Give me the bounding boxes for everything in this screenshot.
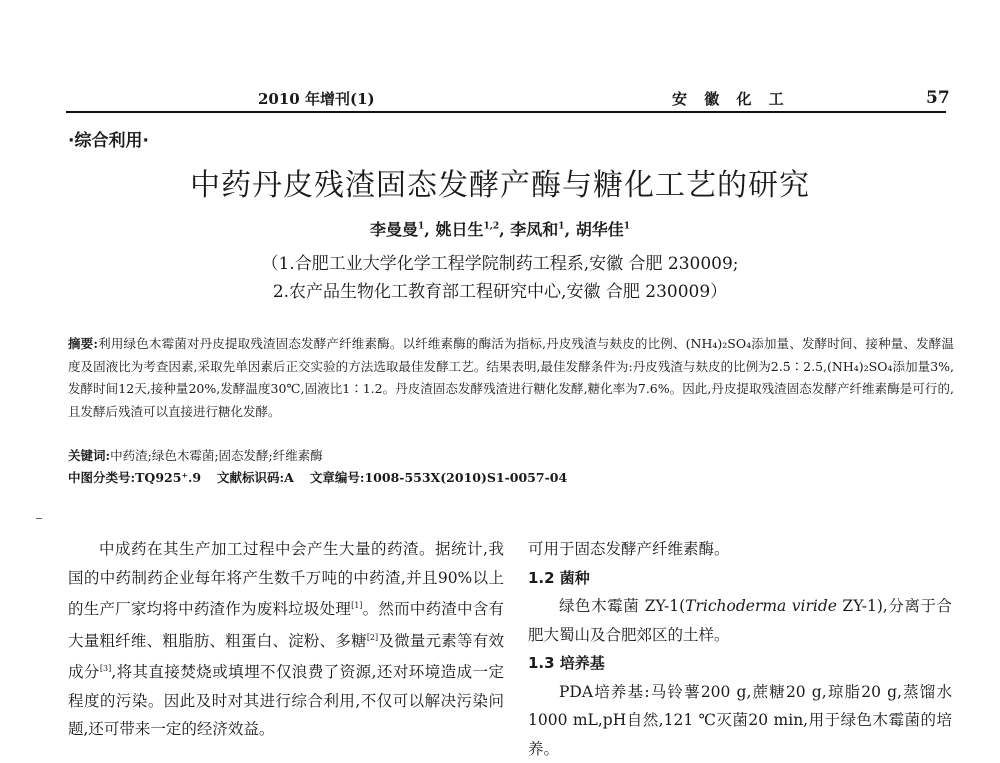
doc-label: 文献标识码: (217, 470, 284, 485)
author-name: 李曼曼 (370, 220, 418, 239)
author-affil-mark: 1 (624, 222, 630, 232)
article-value: 1008-553X(2010)S1-0057-04 (364, 470, 567, 485)
body-left-column (68, 535, 504, 744)
intro-text-3: 及微量元素等有效成分 (68, 632, 504, 682)
intro-text-2: 。然而中药渣中含有大量粗纤维、粗脂肪、粗蛋白、淀粉、多糖 (68, 600, 504, 650)
margin-mark (36, 518, 42, 519)
author-name: 姚日生 (435, 220, 483, 239)
document-code (217, 470, 294, 485)
author-separator: , (499, 220, 505, 239)
affiliation-1: （1.合肥工业大学化学工程学院制药工程系,安徽 合肥 230009; (0, 249, 1000, 274)
author-separator: , (565, 220, 571, 239)
abstract-label: 摘要: (68, 336, 98, 351)
strain-text-2: ZY-1),分离于合肥大蜀山及合肥郊区的土样。 (528, 597, 952, 644)
body-right-column (528, 535, 952, 763)
strain-text-1: 绿色木霉菌 ZY-1( (559, 597, 685, 615)
author-affil-mark: 1,2 (483, 222, 499, 232)
paper-title: 中药丹皮残渣固态发酵产酶与糖化工艺的研究 (0, 160, 1000, 204)
citation: [2] (367, 633, 378, 642)
author-affil-mark: 1 (558, 222, 564, 232)
keywords-text: 中药渣;绿色木霉菌;固态发酵;纤维素酶 (110, 448, 323, 463)
author-name: 李凤和 (510, 220, 558, 239)
author-separator: , (424, 220, 430, 239)
heading-1-3: 1.3 培养基 (528, 649, 952, 678)
medium-paragraph: PDA培养基:马铃薯200 g,蔗糖20 g,琼脂20 g,蒸馏水1000 mL,pH自然,121 ℃灭菌20 min,用于绿色木霉菌的培养。 (528, 678, 952, 763)
species-name: Trichoderma viride (685, 597, 837, 615)
intro-text-1: 中成药在其生产加工过程中会产生大量的药渣。据统计,我国的中药制药企业每年将产生数千万吨的中药渣,并且90%以上的生产厂家均将中药渣作为废料垃圾处理 (68, 540, 504, 618)
heading-1-2: 1.2 菌种 (528, 564, 952, 593)
affiliation-2: 2.农产品生物化工教育部工程研究中心,安徽 合肥 230009） (0, 277, 1000, 302)
journal-issue: 2010 年增刊(1) (258, 88, 375, 109)
strain-paragraph (528, 592, 952, 649)
journal-name: 安 徽 化 工 (672, 88, 790, 109)
article-label: 文章编号: (310, 470, 365, 485)
abstract (68, 333, 954, 423)
page-number: 57 (926, 88, 950, 108)
article-number (310, 470, 567, 485)
abstract-text: 利用绿色木霉菌对丹皮提取残渣固态发酵产纤维素酶。以纤维素酶的酶活为指标,丹皮残渣与麸皮的比例、(NH₄)₂SO₄添加量、发酵时间、接种量、发酵温度及固液比为考查因素,采取先单因素后正交实验的方法选取最佳发酵工艺。结果表明,最佳发酵条件为:丹皮残渣与麸皮的比例为2.5∶2.5,(NH₄)₂SO₄添加量3%,发酵时间12天,接种量20%,发酵温度30℃,固液比1∶1.2。丹皮渣固态发酵残渣进行糖化发酵,糖化率为7.6%。因此,丹皮提取残渣固态发酵产纤维素酶是可行的,且发酵后残渣可以直接进行糖化发酵。 (68, 336, 954, 419)
clc-number (68, 470, 201, 485)
clc-label: 中图分类号: (68, 470, 135, 485)
intro-paragraph (68, 535, 504, 744)
author-name: 胡华佳 (576, 220, 624, 239)
clc-value: TQ925⁺.9 (135, 470, 201, 485)
citation: [1] (351, 601, 362, 610)
doc-value: A (284, 470, 294, 485)
keywords (68, 446, 323, 464)
author-list (0, 217, 1000, 240)
keywords-label: 关键词: (68, 448, 110, 463)
author-affil-mark: 1 (418, 222, 424, 232)
citation: [3] (100, 664, 111, 673)
classification-line (68, 468, 579, 486)
intro-text-4: ,将其直接焚烧或填埋不仅浪费了资源,还对环境造成一定程度的污染。因此及时对其进行综合利用,不仅可以解决污染问题,还可带来一定的经济效益。 (68, 663, 504, 738)
header-rule (66, 111, 946, 113)
section-label: ·综合利用· (68, 126, 149, 151)
continued-text: 可用于固态发酵产纤维素酶。 (528, 535, 952, 564)
